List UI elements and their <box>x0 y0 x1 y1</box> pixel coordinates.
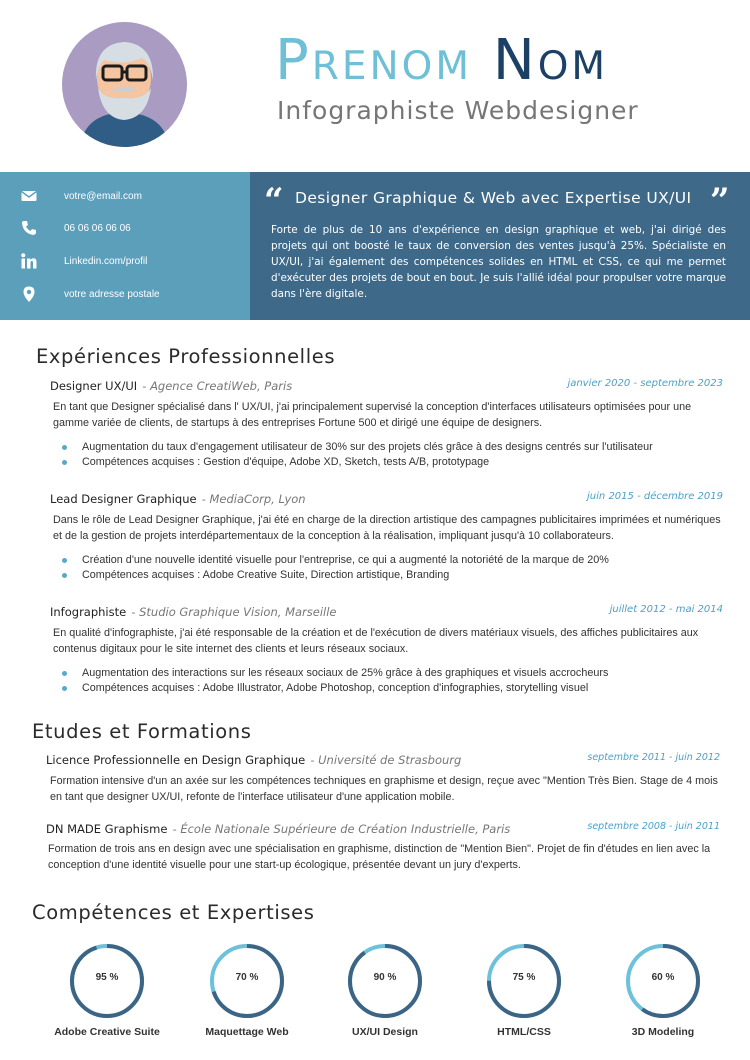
entry-bullets <box>60 553 609 583</box>
skill-label: 3D Modeling <box>631 1026 695 1038</box>
skill-label: Adobe Creative Suite <box>54 1026 160 1038</box>
skill-percent: 95 % <box>95 972 119 983</box>
list-item: Création d'une nouvelle identité visuelle pour l'entreprise, ce qui a augmenté la notoriété de la marque de 20% <box>60 553 609 568</box>
entry-role: Designer UX/UI <box>50 379 138 393</box>
entry-org: Agence CreatiWeb, Paris <box>150 379 293 393</box>
entry-description: En qualité d'infographiste, j'ai été responsable de la création et de l'exécution de divers matériaux visuels, des affiches publicitaires aux contenus digitaux pour le site internet des clients et leurs réseaux sociaux. <box>53 627 699 655</box>
skill-percent: 90 % <box>373 972 397 983</box>
open-quote-icon: “ <box>264 181 284 221</box>
entry-bullets <box>60 666 608 696</box>
entry-date: septembre 2008 - juin 2011 <box>587 821 720 832</box>
full-name <box>275 30 608 92</box>
skill-label: Maquettage Web <box>205 1026 289 1038</box>
entry-org: MediaCorp, Lyon <box>209 492 306 506</box>
summary-title: Designer Graphique & Web avec Expertise UX/UI <box>295 189 692 207</box>
entry-date: janvier 2020 - septembre 2023 <box>567 378 723 389</box>
entry-heading <box>46 749 461 765</box>
entry-org: Université de Strasbourg <box>318 753 462 767</box>
list-item: Augmentation du taux d'engagement utilisateur de 30% sur des projets clés grâce à des designs centrés sur l'utilisateur <box>60 440 653 455</box>
entry-heading <box>46 818 510 834</box>
summary-panel <box>250 172 750 320</box>
entry-org-separator: - <box>201 492 210 506</box>
entry-heading <box>50 601 337 617</box>
entry-org-separator: - <box>142 379 151 393</box>
email-text: votre@email.com <box>64 190 142 202</box>
first-name: Prenom <box>275 28 473 93</box>
location-pin-icon <box>20 285 38 303</box>
job-title: Infographiste Webdesigner <box>277 96 639 125</box>
entry-org: Studio Graphique Vision, Marseille <box>139 605 337 619</box>
entry-org-separator: - <box>172 822 181 836</box>
contact-email[interactable] <box>20 186 142 206</box>
linkedin-icon <box>20 252 38 270</box>
entry-bullets <box>60 440 653 470</box>
skill-percent: 70 % <box>235 972 259 983</box>
last-name: Nom <box>492 28 609 93</box>
contact-panel <box>0 172 250 320</box>
contact-linkedin[interactable] <box>20 251 148 271</box>
summary-text: Forte de plus de 10 ans d'expérience en design graphique et web, j'ai dirigé des projets qui ont boosté le taux de conversion des ventes jusqu'à 25%. Spécialiste en UX/UI, j'ai également des compétences solides en HTML et CSS, ce qui me permet d'exécuter des projets de bout en bout. Je suis l'allié idéal pour propulser votre marque dans l'ère digitale. <box>271 224 726 300</box>
envelope-icon <box>20 187 38 205</box>
list-item: Compétences acquises : Adobe Illustrator, Adobe Photoshop, conception d'infographies, storytelling visuel <box>60 681 608 696</box>
entry-description: Formation de trois ans en design avec une spécialisation en graphisme, distinction de "Mention Bien". Projet de fin d'études en lien avec la conception d'une identité visuelle pour une start-up écologique, présentée devant un jury d'experts. <box>48 843 711 871</box>
phone-text: 06 06 06 06 06 <box>64 222 131 234</box>
list-item: Compétences acquises : Gestion d'équipe, Adobe XD, Sketch, tests A/B, prototypage <box>60 455 653 470</box>
linkedin-text: Linkedin.com/profil <box>64 255 148 267</box>
entry-role: Lead Designer Graphique <box>50 492 197 506</box>
contact-address[interactable] <box>20 284 160 304</box>
avatar <box>62 22 187 147</box>
entry-org: École Nationale Supérieure de Création Industrielle, Paris <box>180 822 511 836</box>
entry-heading <box>50 488 306 504</box>
entry-description: En tant que Designer spécialisé dans l' UX/UI, j'ai principalement supervisé la conception d'interfaces utilisateurs optimisées pour une gamme variée de clients, de startups à des entreprises Fortune 500 et dirigé une équipe de designers. <box>53 401 692 429</box>
skill-percent: 75 % <box>512 972 536 983</box>
entry-role: DN MADE Graphisme <box>46 822 168 836</box>
entry-role: Infographiste <box>50 605 127 619</box>
entry-date: juillet 2012 - mai 2014 <box>609 604 723 615</box>
phone-icon <box>20 219 38 237</box>
address-text: votre adresse postale <box>64 288 160 300</box>
entry-heading <box>50 375 292 391</box>
skill-label: HTML/CSS <box>497 1026 551 1038</box>
education-title: Etudes et Formations <box>32 720 252 743</box>
contact-phone[interactable] <box>20 218 131 238</box>
list-item: Compétences acquises : Adobe Creative Suite, Direction artistique, Branding <box>60 568 609 583</box>
entry-role: Licence Professionnelle en Design Graphique <box>46 753 306 767</box>
entry-org-separator: - <box>310 753 319 767</box>
skills-title: Compétences et Expertises <box>32 901 315 924</box>
skill-percent: 60 % <box>651 972 675 983</box>
entry-date: septembre 2011 - juin 2012 <box>587 752 720 763</box>
experience-title: Expériences Professionnelles <box>36 345 336 368</box>
entry-description: Dans le rôle de Lead Designer Graphique, j'ai été en charge de la direction artistique des campagnes publicitaires imprimées et numériques et de la gestion de projets interdépartementaux de la conception à la réalisation, impliquant jusqu'à 10 collaborateurs. <box>53 514 721 542</box>
skill-label: UX/UI Design <box>352 1026 418 1038</box>
close-quote-icon: ” <box>710 181 730 221</box>
entry-date: juin 2015 - décembre 2019 <box>587 491 723 502</box>
entry-org-separator: - <box>131 605 140 619</box>
entry-description: Formation intensive d'un an axée sur les compétences techniques en graphisme et design, reçue avec "Mention Très Bien. Stage de 4 mois en tant que designer UX/UI, refonte de l'interface utilisateur d'une application mobile. <box>50 775 718 803</box>
list-item: Augmentation des interactions sur les réseaux sociaux de 25% grâce à des graphiques et visuels accrocheurs <box>60 666 608 681</box>
